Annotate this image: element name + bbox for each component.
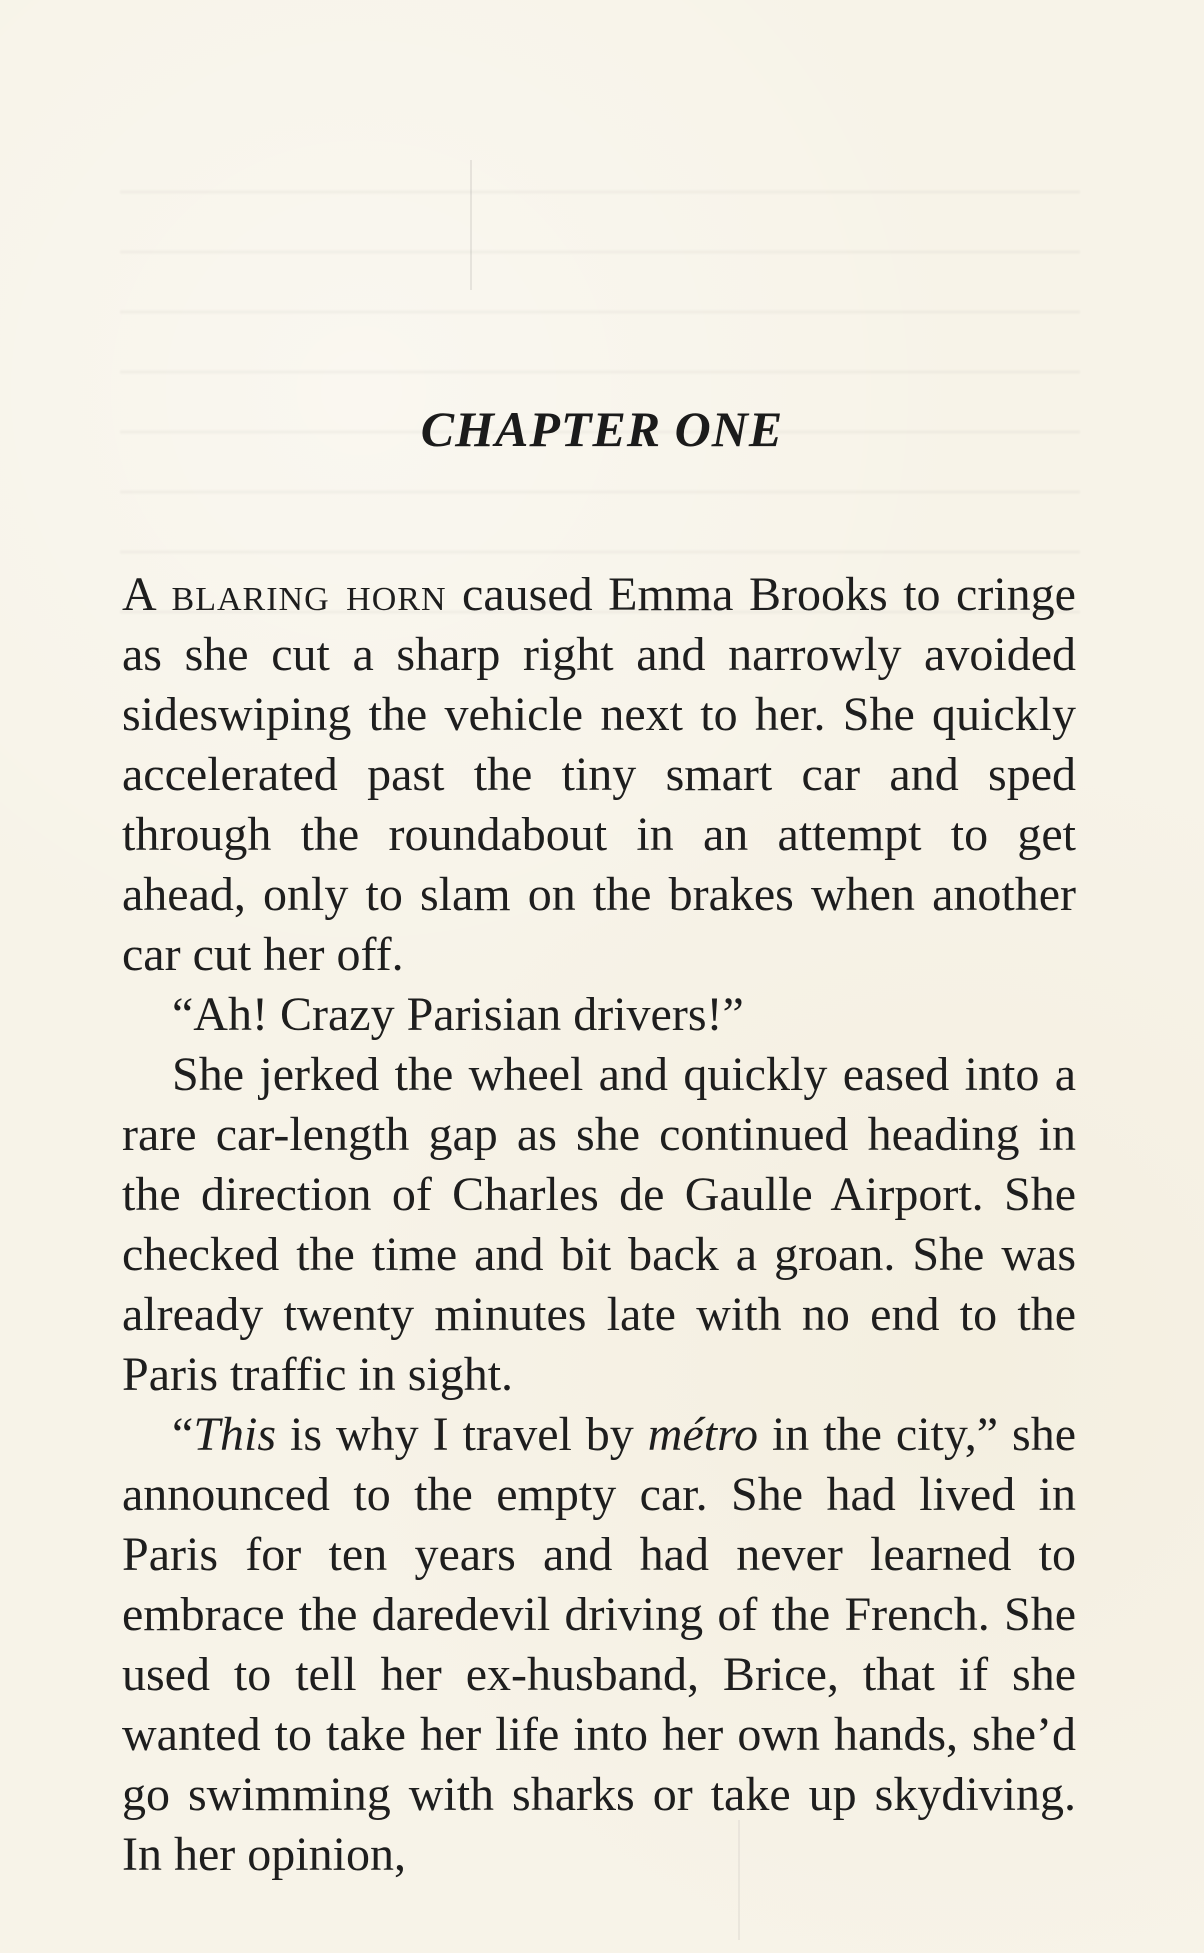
opening-small-caps: A blaring horn <box>122 568 447 621</box>
paragraph-1 <box>122 565 1076 985</box>
chapter-title: CHAPTER ONE <box>420 401 784 457</box>
italic-metro: métro <box>647 1408 758 1461</box>
paragraph-1-text: caused Emma Brooks to cringe as she cut a sharp right and narrowly avoided sideswiping the vehicle next to her. She quickly accelerated past the tiny smart car and sped through the roundabout in an attempt to get ahead, only to slam on the brakes when another car cut her off. <box>122 568 1076 981</box>
paragraph-3-text: She jerked the wheel and quickly eased into a rare car-length gap as she continued heading in the direction of Charles de Gaulle Airport. She checked the time and bit back a groan. She was already twenty minutes late with no end to the Paris traffic in sight. <box>122 1048 1076 1401</box>
paragraph-3 <box>122 1045 1076 1405</box>
page-crease-top <box>470 160 472 290</box>
dialogue-line-1: “Ah! Crazy Parisian drivers!” <box>172 988 744 1041</box>
italic-this: This <box>193 1408 277 1461</box>
paragraph-4-text-b: in the city,” she announced to the empty car. She had lived in Paris for ten years and had never learned to embrace the daredevil driving of the French. She used to tell her ex-husband, Brice, that if she wanted to take her life into her own hands, she’d go swimming with sharks or take up skydiving. In her opinion, <box>122 1408 1077 1881</box>
paragraph-4-text-a: is why I travel by <box>276 1408 648 1461</box>
paragraph-2 <box>122 985 1076 1045</box>
paragraph-4 <box>122 1405 1076 1885</box>
quote-open: “ <box>172 1408 194 1461</box>
chapter-body <box>122 565 1076 1885</box>
